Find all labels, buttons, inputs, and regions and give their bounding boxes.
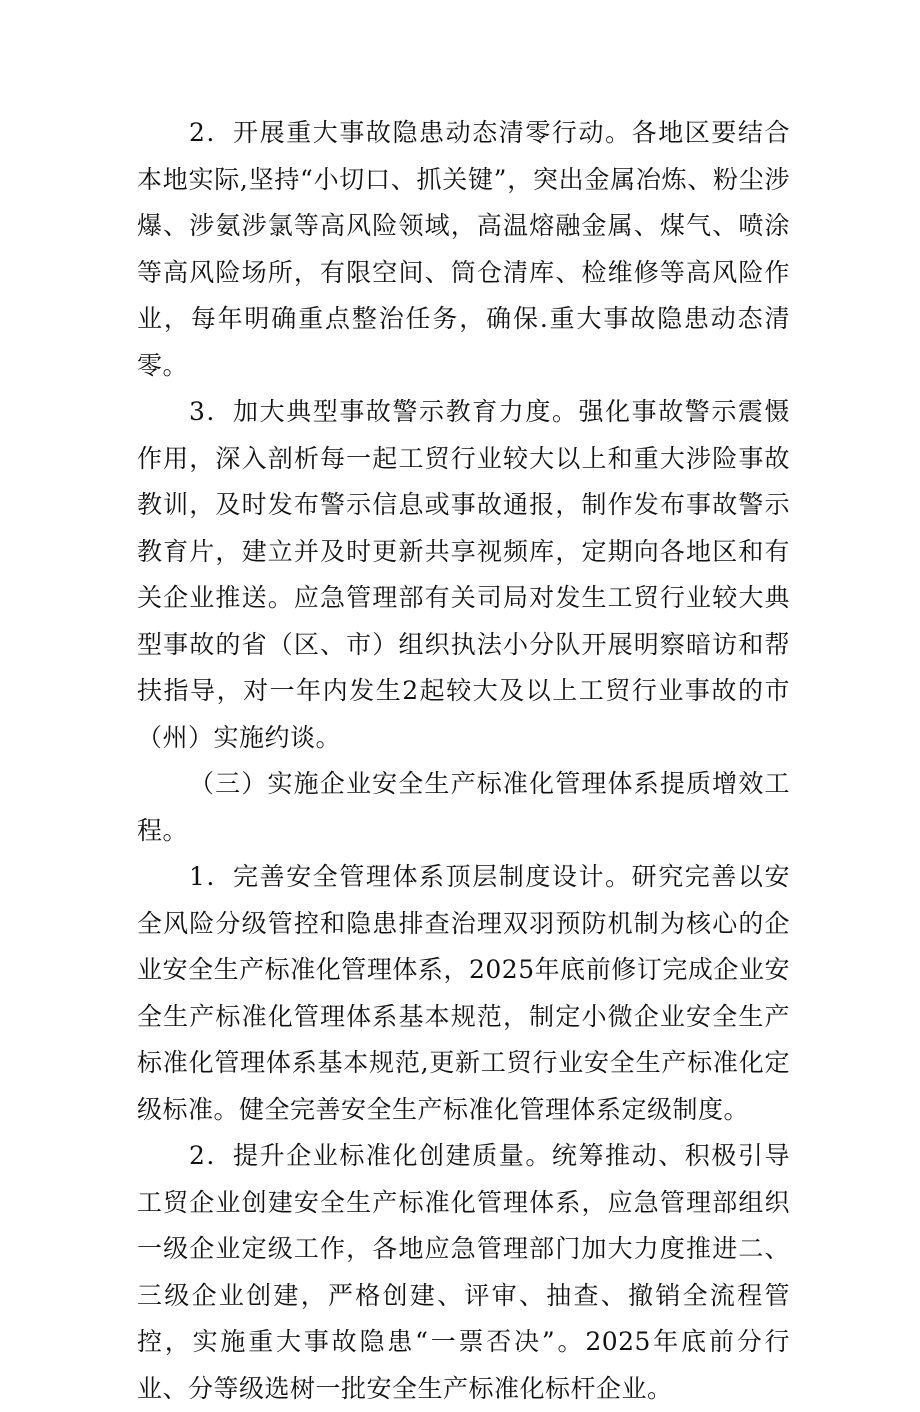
paragraph-management-system-design: 1．完善安全管理体系顶层制度设计。研究完善以安全风险分级管控和隐患排查治理双羽预防机制为核心的企业安全生产标准化管理体系，2025年底前修订完成企业安全生产标准化管理体系基本规范，制定小微企业安全生产标准化管理体系基本规范,更新工贸行业安全生产标准化定级标准。健全完善安全生产标准化管理体系定级制度。 bbox=[137, 862, 790, 1124]
paragraph-accident-warning-education: 3．加大典型事故警示教育力度。强化事故警示震慑作用，深入剖析每一起工贸行业较大以上和重大涉险事故教训，及时发布警示信息或事故通报，制作发布事故警示教育片，建立并及时更新共享视频库，定期向各地区和有关企业推送。应急管理部有关司局对发生工贸行业较大典型事故的省（区、市）组织执法小分队开展明察暗访和帮扶指导，对一年内发生2起较大及以上工贸行业事故的市（州）实施约谈。 bbox=[137, 397, 790, 752]
paragraph-standardization-quality: 2．提升企业标准化创建质量。统筹推动、积极引导工贸企业创建安全生产标准化管理体系，应急管理部组织一级企业定级工作，各地应急管理部门加大力度推进二、三级企业创建，严格创建、评审、抽查、撤销全流程管控，实施重大事故隐患“一票否决”。2025年底前分行业、分等级选树一批安全生产标准化标杆企业。 bbox=[137, 1141, 790, 1403]
paragraph-dynamic-hazard-clearance: 2．开展重大事故隐患动态清零行动。各地区要结合本地实际,坚持“小切口、抓关键”，突出金属冶炼、粉尘涉爆、涉氨涉氯等高风险领域，高温熔融金属、煤气、喷涂等高风险场所，有限空间、筒仓清库、检维修等高风险作业，每年明确重点整治任务，确保.重大事故隐患动态清零。 bbox=[137, 118, 790, 380]
section-heading-standardization-project: （三）实施企业安全生产标准化管理体系提质增效工程。 bbox=[137, 769, 790, 845]
